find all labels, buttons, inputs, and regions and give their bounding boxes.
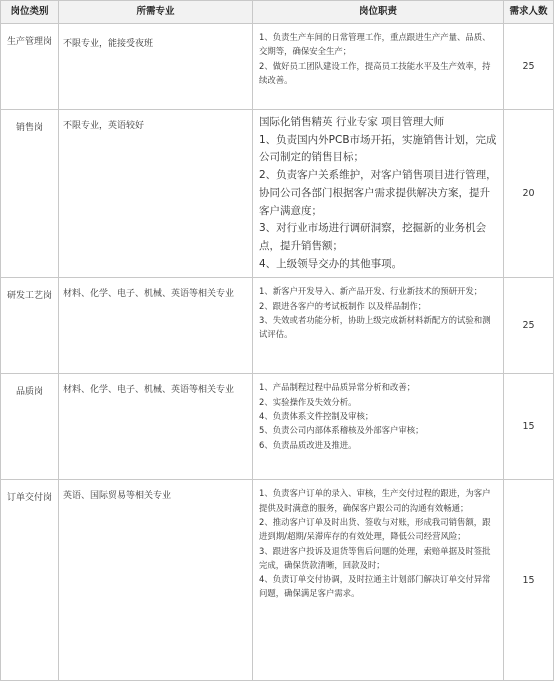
duty-line: 4、负责订单交付协调，及时拉通主计划部门解决订单交付异常问题，确保满足客户需求。: [259, 574, 491, 599]
duty-line: 3、失效或者功能分析，协助上级完成新材料新配方的试验和测试评估。: [259, 314, 491, 340]
job-duties: [253, 480, 504, 681]
headcount: 15: [504, 374, 554, 480]
headcount: 15: [504, 480, 554, 681]
table-row-sales: [1, 110, 554, 278]
table-header-row: [1, 1, 554, 24]
duty-line: 2、实验操作及失效分析。: [259, 396, 357, 407]
job-duties: [253, 110, 504, 278]
table-row-quality: [1, 374, 554, 480]
duty-line: 1、负责客户订单的录入、审核，生产交付过程的跟进，为客户提供及时满意的服务，确保客户跟公司的沟通有效畅通；: [259, 488, 491, 513]
headcount: 25: [504, 24, 554, 110]
header-job-duties: 岗位职责: [253, 1, 504, 24]
job-category: 销售岗: [1, 110, 59, 278]
header-required-major: 所需专业: [59, 1, 253, 24]
table-row-rd-process: [1, 278, 554, 374]
duty-line: 4、负责体系文件控制及审核；: [259, 410, 374, 421]
duty-line: 3、跟进客户投诉及退货等售后问题的处理，索赔单据及时签批完成，确保货款清晰，回款及时；: [259, 545, 491, 570]
required-major: 材料、化学、电子、机械、英语等相关专业: [59, 278, 253, 374]
headcount: 20: [504, 110, 554, 278]
header-headcount: 需求人数: [504, 1, 554, 24]
headcount: 25: [504, 278, 554, 374]
required-major: 材料、化学、电子、机械、英语等相关专业: [59, 374, 253, 480]
required-major: 不限专业，英语较好: [59, 110, 253, 278]
job-duties: [253, 278, 504, 374]
job-category: 生产管理岗: [1, 24, 59, 110]
duty-line: 1、产品制程过程中品质异常分析和改善；: [259, 382, 416, 393]
job-duties: [253, 24, 504, 110]
job-category: 订单交付岗: [1, 480, 59, 681]
required-major: 不限专业，能接受夜班: [59, 24, 253, 110]
job-duties: [253, 374, 504, 480]
duty-line: 2、做好员工团队建设工作，提高员工技能水平及生产效率，持续改善。: [259, 60, 491, 85]
duty-line: 国际化销售精英 行业专家 项目管理大师: [259, 116, 445, 128]
table-row-production-management: [1, 24, 554, 110]
required-major: 英语、国际贸易等相关专业: [59, 480, 253, 681]
duty-line: 2、负责客户关系维护，对客户销售项目进行管理，协同公司各部门根据客户需求提供解决方案，提升客户满意度；: [259, 169, 497, 217]
duty-line: 1、负责生产车间的日常管理工作，重点跟进生产产量、品质、交期等，确保安全生产；: [259, 32, 491, 57]
duty-line: 2、跟进各客户的考试板制作 以及样品制作；: [259, 300, 427, 311]
duty-line: 1、新客户开发导入、新产品开发、行业新技术的预研开发；: [259, 286, 483, 297]
job-category: 品质岗: [1, 374, 59, 480]
duty-line: 6、负责品质改进及推进。: [259, 439, 357, 450]
duty-line: 1、负责国内外PCB市场开拓，实施销售计划，完成公司制定的销售目标；: [259, 133, 497, 164]
duty-line: 2、推动客户订单及时出货、签收与对账，形成我司销售额，跟进到期/超期/呆滞库存的有效处理，降低公司经营风险；: [259, 516, 491, 542]
duty-line: 4、上级领导交办的其他事项。: [259, 257, 403, 270]
job-category: 研发工艺岗: [1, 278, 59, 374]
header-job-category: 岗位类别: [1, 1, 59, 24]
duty-line: 5、负责公司内部体系稽核及外部客户审核；: [259, 425, 424, 436]
table-row-order-delivery: [1, 480, 554, 681]
duty-line: 3、对行业市场进行调研洞察，挖掘新的业务机会点，提升销售额；: [259, 222, 487, 252]
